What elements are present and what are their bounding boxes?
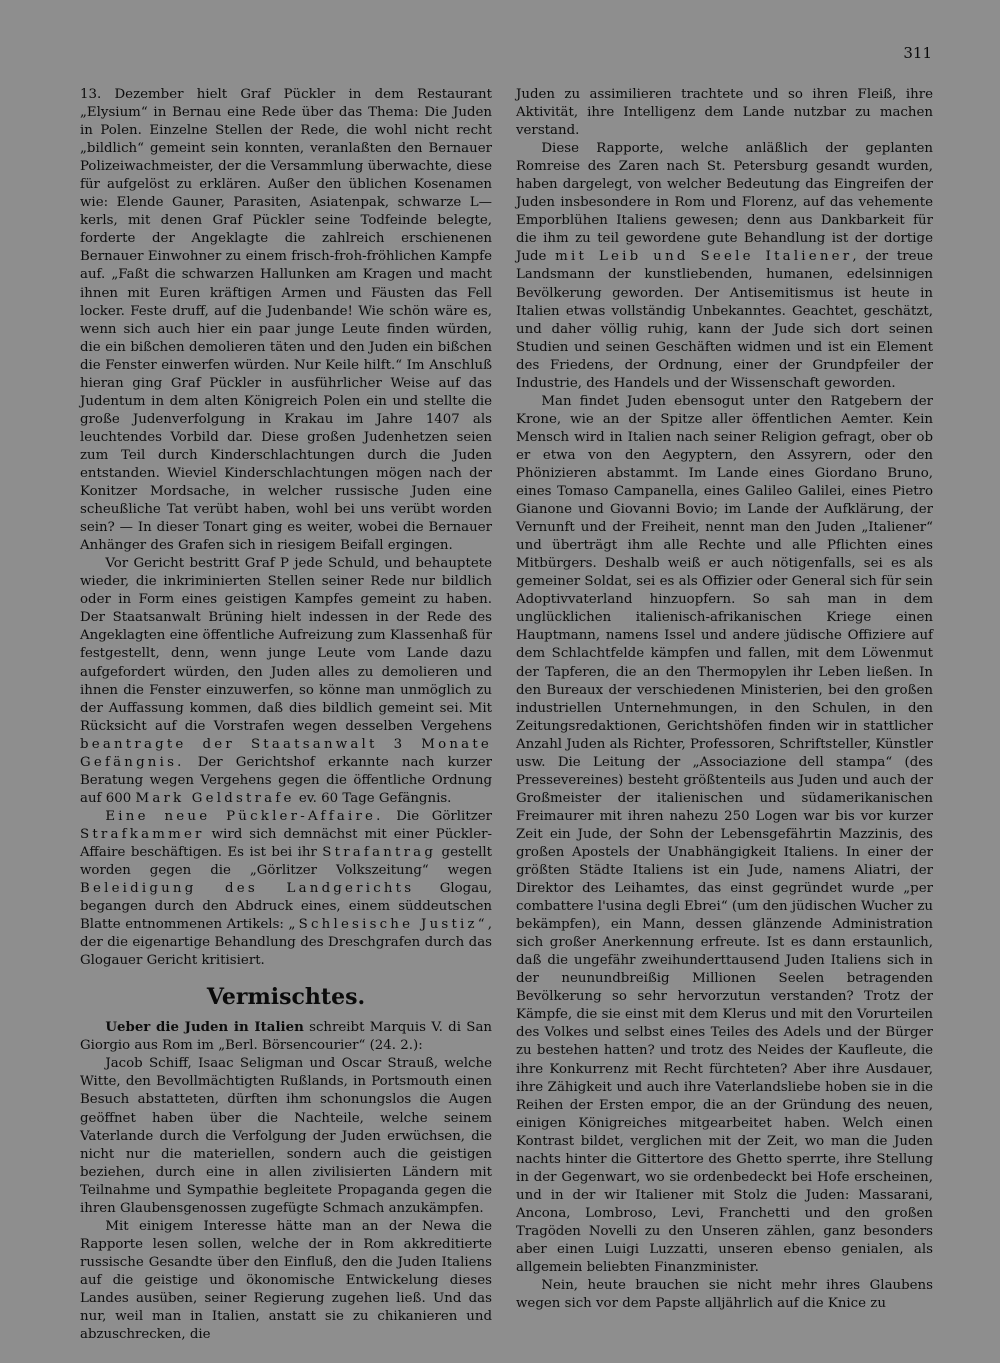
spaced-text: Beleidigung des Landgerichts bbox=[80, 881, 415, 897]
spaced-text: mit Leib und Seele Italiener bbox=[555, 249, 853, 265]
article-paragraph bbox=[80, 555, 492, 808]
article-paragraph: Juden zu assimilieren trachtete und so ihren Fleiß, ihre Aktivität, ihre Intelligenz dem Lande nutzbar zu machen verstand. bbox=[516, 87, 933, 139]
right-column bbox=[516, 86, 933, 1313]
article-title: Ueber die Juden in Italien bbox=[105, 1019, 304, 1036]
text-run: , der treue Landsmann der kunstliebenden, humanen, edelsinnigen Bevölkerung geworden. Der Antisemitismus ist heute in Italien etwas vollständig Unbekanntes. Geachtet, geschätzt, und daher völlig ruhig, kann der Jude sich dort seinen Studien und seinen Geschäften widmen und ist ein Element des Friedens, der Ordnung, einer der Grundpfeiler der Industrie, des Handels und der Wissenschaft geworden. bbox=[516, 249, 934, 391]
text-run: Glogau, begangen durch den Abdruck eines, einem süddeutschen Blatte entnommenen Artikels: bbox=[80, 881, 492, 933]
page-number: 311 bbox=[903, 44, 932, 62]
article-paragraph: Nein, heute brauchen sie nicht mehr ihres Glaubens wegen sich vor dem Papste alljährlich auf die Knice zu bbox=[516, 1278, 933, 1312]
article-paragraph: Man findet Juden ebensogut unter den Ratgebern der Krone, wie an der Spitze aller öffentlichen Aemter. Kein Mensch wird in Italien nach seiner Religion gefragt, ober ob er etwa von den Aegyptern, den Assyrern, oder den Phönizieren abstammt. Im Lande eines Giordano Bruno, eines Tomaso Campanella, eines Galileo Galilei, eines Pietro Gianone und Giovanni Bovio; im Lande der Aufklärung, der Vernunft und der Freiheit, nennt man den Juden „Italiener“ und überträgt ihm alle Rechte und alle Pflichten eines Mitbürgers. Deshalb weiß er auch nötigenfalls, sei es als gemeiner Soldat, sei es als Offizier oder General sich für sein Adoptivvaterland hinzuopfern. So sah man in dem unglücklichen italienisch-afrikanischen Kriege einen Hauptmann, namens Issel und andere jüdische Offiziere auf dem Schlachtfelde kämpfen und fallen, mit dem Löwenmut der Tapferen, die an den Thermopylen ihr Leben ließen. In den Bureaux der verschiedenen Ministerien, bei den großen industriellen Unternehmungen, in den Schulen, in den Zeitungsredaktionen, Gerichtshöfen finden wir in stattlicher Anzahl Juden als Richter, Professoren, Schriftsteller, Künstler usw. Die Leitung der „Associazione dell stampa“ (des Pressevereines) besteht größtenteils aus Juden und auch der Großmeister der italienischen und südamerikanischen Freimaurer mit ihren nahezu 250 Logen war bis vor kurzer Zeit ein Jude, der Sohn der Lebensgefährtin Mazzinis, des großen Apostels der Unabhängigkeit Italiens. In einer der größten Städte Italiens ist ein Jude, namens Aliatri, der Direktor des Leihamtes, das einst gegründet wurde „per combattere l'usina degli Ebrei“ (um den jüdischen Wucher zu bekämpfen), ein Mann, dessen glänzende Administration sich großer Anerkennung erfreute. Ist es dann erstaunlich, daß die ungefähr zweihunderttausend Juden Italiens sich in der neunundbreißig Millionen Seelen betragenden Bevölkerung so sehr hervorzutun verstanden? Trotz der Kämpfe, die sie einst mit dem Klerus und mit den Vorurteilen des Volkes und selbst eines Teiles des Adels und der Bürger zu bestehen hatten? und trotz des Neides der Kaufleute, die ihre Konkurrenz mit Recht fürchteten? Aber ihre Ausdauer, ihre Zähigkeit und auch ihre Vaterlandsliebe hoben sie in die Reihen der Ersten empor, die an der Gründung des neuen, einigen Königreiches mitgearbeitet haben. Welch einen Kontrast bildet, verglichen mit der Zeit, wo man die Juden nachts hinter die Gittertore des Ghetto sperrte, ihre Stellung in der Gegenwart, wo sie ordenbedeckt bei Hofe erscheinen, und in der wir Italiener mit Stolz die Juden: Massarani, Ancona, Lombroso, Levi, Franchetti und den großen Tragöden Novelli zu den Unseren zählen, ganz besonders aber einen Luigi Luzzatti, unseren ebenso genialen, als allgemein beliebten Finanzminister. bbox=[516, 393, 934, 1276]
text-run: ev. 60 Tage Gefängnis. bbox=[294, 790, 452, 806]
text-run: wird sich demnächst mit einer Pückler-Affaire beschäftigen. Es ist bei ihr bbox=[80, 826, 492, 860]
text-run: Die Görlitzer bbox=[383, 808, 492, 824]
article-paragraph: 13. Dezember hielt Graf Pückler in dem Restaurant „Elysium“ in Bernau eine Rede über das Thema: Die Juden in Polen. Einzelne Stellen der Rede, die wohl nicht recht „bildlich“ gemeint sein konnten, veranlaßten den Bernauer Polizeiwachmeister, der die Versammlung überwachte, diese für aufgelöst zu erklären. Außer den üblichen Kosenamen wie: Elende Gauner, Parasiten, Asiatenpak, schwarze L—kerls, mit denen Graf Pückler seine Todfeinde belegte, forderte der Angeklagte die zahlreich erschienenen Bernauer Einwohner zu einem frisch-froh-fröhlichen Kampfe auf. „Faßt die schwarzen Hallunken am Kragen und macht ihnen mit Euren kräftigen Armen und Fäusten das Fell locker. Feste druff, auf die Judenbande! Wie schön wäre es, wenn sich auch hier ein paar junge Leute finden würden, die ein bißchen demolieren täten und den Juden ein bißchen die Fenster einwerfen würden. Nur Keile hilft.“ Im Anschluß hieran ging Graf Pückler in ausführlicher Weise auf das Judentum in dem alten Königreich Polen ein und stellte die große Judenverfolgung in Krakau im Jahre 1407 als leuchtendes Vorbild dar. Diese großen Judenhetzen seien zum Teil durch Kinderschlachtungen durch die Juden entstanden. Wieviel Kinderschlachtungen mögen nach der Konitzer Mordsache, in welcher russische Juden eine scheußliche Tat verübt haben, wohl bei uns verübt worden sein? — In dieser Tonart ging es weiter, wobei die Bernauer Anhänger des Grafen sich in riesigem Beifall ergingen. bbox=[80, 87, 492, 554]
spaced-text: beantragte der Staatsanwalt 3 Monate Gefängnis. bbox=[80, 736, 492, 770]
spaced-text: Eine neue Pückler-Affaire. bbox=[105, 808, 384, 824]
text-run: Vor Gericht bestritt Graf P jede Schuld, und behauptete wieder, die inkriminierten Stellen seiner Rede nur bildlich oder in Form eines geistigen Kampfes gemeint zu haben. Der Staatsanwalt Brüning hielt indessen in der Rede des Angeklagten eine öffentliche Aufreizung zum Klassenhaß für festgestellt, denn, wenn junge Leute vom Lande dazu aufgefordert würden, den Juden alles zu demolieren und ihnen die Fenster einzuwerfen, so könne man unmöglich zu der Auffassung kommen, daß dies bildlich gemeint sei. Mit Rücksicht auf die Vorstrafen wegen desselben Vergehens bbox=[80, 556, 492, 734]
article-paragraph bbox=[516, 140, 933, 393]
text-run: schreibt Marquis V. di San Giorgio aus Rom im „Berl. Börsencourier“ (24. 2.): bbox=[80, 1020, 492, 1054]
spaced-text: Strafantrag bbox=[322, 844, 437, 860]
article-paragraph: Mit einigem Interesse hätte man an der Newa die Rapporte lesen sollen, welche der in Rom akkreditierte russische Gesandte über den Einfluß, den die Juden Italiens auf die geistige und ökonomische Entwickelung dieses Landes ausüben, seiner Regierung zugehen ließ. Und das nur, weil man in Italien, anstatt sie zu chikanieren und abzuschrecken, die bbox=[80, 1218, 492, 1343]
text-run: Diese Rapporte, welche anläßlich der geplanten Romreise des Zaren nach St. Petersburg gesandt wurden, haben dargelegt, von welcher Bedeutung das Eingreifen der Juden insbesondere in Rom und Florenz, auf das vehemente Emporblühen Italiens gewesen; denn aus Dankbarkeit für die ihm zu teil gewordene gute Behandlung ist der dortige Jude bbox=[516, 141, 933, 265]
spaced-text: „Schlesische Justiz“ bbox=[288, 917, 488, 933]
text-run: Der Gerichtshof erkannte nach kurzer Beratung wegen Vergehens gegen die öffentliche Ordnung auf 600 bbox=[80, 754, 492, 806]
spaced-text: Strafkammer bbox=[80, 826, 205, 842]
left-column bbox=[80, 86, 492, 1344]
section-title: Vermischtes. bbox=[206, 984, 366, 1011]
article-lead bbox=[80, 1018, 492, 1055]
text-run: gestellt worden gegen die „Görlitzer Volkszeitung“ wegen bbox=[80, 844, 492, 879]
spaced-text: Mark Geldstrafe bbox=[135, 790, 295, 806]
article-paragraph bbox=[80, 808, 492, 970]
text-run: , der die eigenartige Behandlung des Dreschgrafen durch das Glogauer Gericht kritisiert. bbox=[80, 917, 492, 969]
article-paragraph: Jacob Schiff, Isaac Seligman und Oscar Strauß, welche Witte, den Bevollmächtigten Rußlands, in Portsmouth einen Besuch abstatteten, dürften ihm schonungslos die Augen geöffnet haben über die Nachteile, welche seinem Vaterlande durch die Verfolgung der Juden erwüchsen, die nicht nur die materiellen, sondern auch die geistigen beziehen, durch eine in allen zivilisierten Ländern mit Teilnahme und Sympathie begleitete Propaganda gegen die ihren Glaubensgenossen zugefügte Schmach anzukämpfen. bbox=[80, 1056, 492, 1216]
